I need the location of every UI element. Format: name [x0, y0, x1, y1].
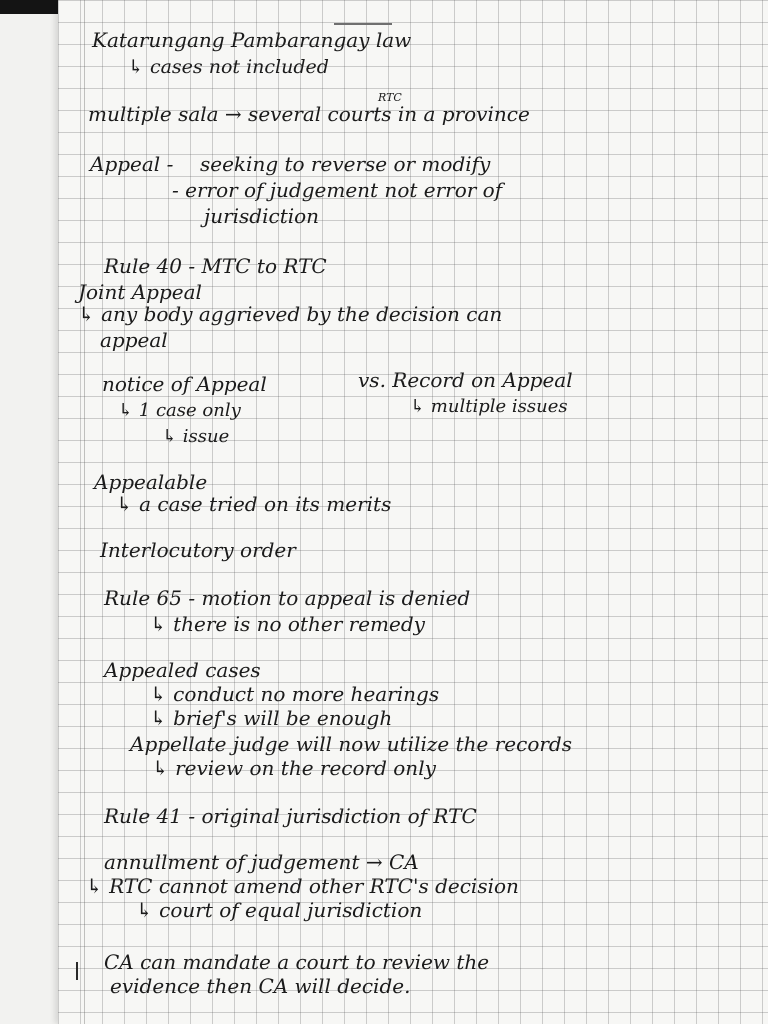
note-ca-decide: evidence then CA will decide.: [110, 974, 411, 998]
note-rtc-superscript: RTC: [378, 91, 402, 104]
note-one-case-only: ↳ 1 case only: [118, 400, 241, 421]
margin-pen-mark: [76, 962, 78, 980]
note-joint-appeal: Joint Appeal: [78, 280, 202, 304]
note-no-more-hearings: ↳ conduct no more hearings: [150, 682, 440, 706]
note-joint-appeal-def: ↳ any body aggrieved by the decision can: [78, 302, 503, 326]
note-annulment: annullment of judgement → CA: [104, 850, 419, 874]
note-rule-41: Rule 41 - original jurisdiction of RTC: [104, 804, 477, 828]
note-rule-40: Rule 40 - MTC to RTC: [104, 254, 327, 278]
note-appeal-def-2: - error of judgement not error of: [172, 178, 503, 202]
note-ca-mandate: CA can mandate a court to review the: [104, 950, 490, 974]
header-dash: [334, 23, 392, 25]
note-rule-65: Rule 65 - motion to appeal is denied: [104, 586, 471, 610]
note-no-other-remedy: ↳ there is no other remedy: [150, 612, 425, 636]
note-record-on-appeal: vs. Record on Appeal: [358, 368, 573, 392]
note-line-1: Katarungang Pambarangay law: [92, 28, 412, 52]
note-tried-on-merits: ↳ a case tried on its merits: [116, 492, 392, 516]
note-interlocutory-order: Interlocutory order: [100, 538, 296, 562]
note-notice-of-appeal: notice of Appeal: [102, 372, 267, 396]
note-review-record-only: ↳ review on the record only: [152, 756, 436, 780]
note-multiple-issues: ↳ multiple issues: [410, 396, 568, 417]
note-briefs-enough: ↳ brief's will be enough: [150, 706, 393, 730]
note-appealed-cases: Appealed cases: [104, 658, 261, 682]
note-appellate-judge: Appellate judge will now utilize the records: [130, 732, 572, 756]
note-equal-jurisdiction: ↳ court of equal jurisdiction: [136, 898, 423, 922]
note-appeal-heading: Appeal -: [90, 152, 174, 176]
note-line-3: multiple sala → several courts in a province: [88, 102, 530, 126]
paper-edge-line: [84, 0, 85, 1024]
note-appealable: Appealable: [94, 470, 208, 494]
note-appeal-def-1: seeking to reverse or modify: [200, 152, 491, 176]
note-line-2: ↳ cases not included: [128, 56, 329, 78]
note-appeal-word: appeal: [100, 328, 168, 352]
note-issue: ↳ issue: [162, 426, 230, 447]
note-appeal-def-3: jurisdiction: [204, 204, 320, 228]
note-rtc-cannot-amend: ↳ RTC cannot amend other RTC's decision: [86, 874, 519, 898]
